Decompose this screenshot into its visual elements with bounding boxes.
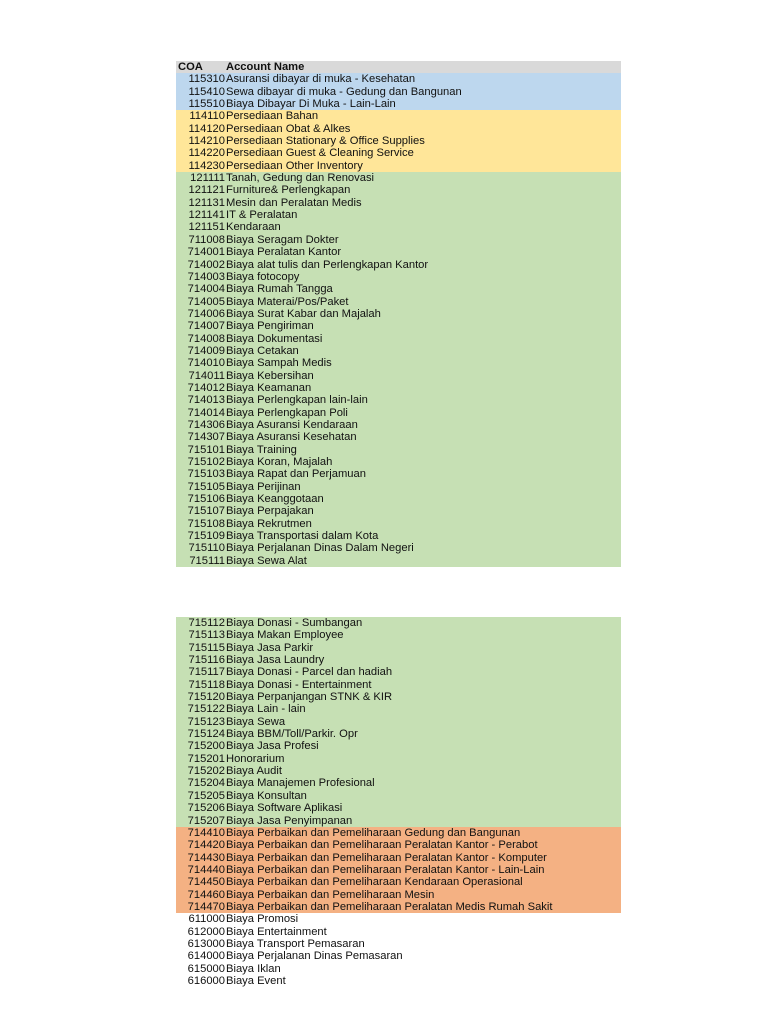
account-name-cell: Biaya Sampah Medis <box>226 357 332 370</box>
table-row <box>176 86 621 98</box>
coa-cell: 714005 <box>187 295 225 308</box>
account-name-cell: Biaya Perbaikan dan Pemeliharaan Kendaraan Operasional <box>226 876 523 889</box>
account-name-cell: Biaya Perpajakan <box>226 505 314 518</box>
coa-cell: 714440 <box>187 863 225 876</box>
table-row <box>176 394 621 406</box>
account-name-cell: Persediaan Obat & Alkes <box>226 122 351 135</box>
coa-cell: 715111 <box>189 554 225 567</box>
coa-cell: 714001 <box>187 246 225 259</box>
account-name-cell: Biaya Perbaikan dan Pemeliharaan Peralatan Kantor - Lain-Lain <box>226 863 545 876</box>
account-name-cell: Biaya Materai/Pos/Paket <box>226 295 349 308</box>
coa-cell: 714011 <box>188 369 225 382</box>
coa-cell: 121151 <box>188 221 225 234</box>
account-name-cell: Biaya Audit <box>226 765 282 778</box>
account-name-cell: Biaya Dibayar Di Muka - Lain-Lain <box>226 98 396 111</box>
account-name-cell: Biaya Promosi <box>226 913 299 926</box>
coa-cell: 715202 <box>187 765 225 778</box>
table-row <box>176 135 621 147</box>
table-row <box>176 703 621 715</box>
account-name-cell: Biaya Transportasi dalam Kota <box>226 530 379 543</box>
coa-cell: 714008 <box>187 332 225 345</box>
coa-cell: 714003 <box>187 270 225 283</box>
coa-cell: 115510 <box>188 98 225 111</box>
account-name-cell: Biaya Donasi - Sumbangan <box>226 617 363 629</box>
coa-cell: 715207 <box>187 814 225 827</box>
table-row <box>176 827 621 839</box>
account-name-cell: Biaya Software Aplikasi <box>226 802 343 815</box>
coa-cell: 711008 <box>188 233 225 246</box>
table-row <box>176 197 621 209</box>
table-row <box>176 73 621 85</box>
account-table-2 <box>176 617 621 987</box>
table-row <box>176 913 621 925</box>
table-row <box>176 147 621 159</box>
account-name-cell: Tanah, Gedung dan Renovasi <box>226 172 375 185</box>
table-row <box>176 296 621 308</box>
coa-cell: 114230 <box>188 159 225 172</box>
account-name-cell: Biaya Perlengkapan Poli <box>226 406 348 419</box>
table-row <box>176 802 621 814</box>
table-row <box>176 370 621 382</box>
table-row <box>176 963 621 975</box>
account-name-cell: Biaya Perjalanan Dinas Dalam Negeri <box>226 542 414 555</box>
account-name-column-header: Account Name <box>226 61 305 73</box>
account-name-cell: Persediaan Stationary & Office Supplies <box>226 135 425 148</box>
coa-cell: 715112 <box>188 617 225 629</box>
account-table-1 <box>176 61 621 567</box>
account-name-cell: Asuransi dibayar di muka - Kesehatan <box>226 73 416 86</box>
table-row <box>176 209 621 221</box>
account-name-cell: Biaya Jasa Parkir <box>226 641 314 654</box>
account-name-cell: Biaya Perbaikan dan Pemeliharaan Peralatan Medis Rumah Sakit <box>226 900 553 913</box>
table-row <box>176 876 621 888</box>
coa-cell: 715103 <box>187 468 225 481</box>
account-name-cell: Mesin dan Peralatan Medis <box>226 196 362 209</box>
table-row <box>176 468 621 480</box>
table-row <box>176 283 621 295</box>
account-name-cell: Biaya BBM/Toll/Parkir. Opr <box>226 728 358 741</box>
coa-cell: 114110 <box>189 110 225 123</box>
account-name-cell: Biaya Rumah Tangga <box>226 283 333 296</box>
table-row <box>176 320 621 332</box>
coa-cell: 715106 <box>187 493 225 506</box>
table-row <box>176 160 621 172</box>
account-name-cell: Biaya Perjalanan Dinas Pemasaran <box>226 950 403 963</box>
table-row <box>176 889 621 901</box>
coa-cell: 715101 <box>187 443 225 456</box>
account-name-cell: Biaya Asuransi Kendaraan <box>226 418 358 431</box>
coa-cell: 612000 <box>187 925 225 938</box>
coa-cell: 715115 <box>188 641 225 654</box>
table-row <box>176 950 621 962</box>
coa-cell: 615000 <box>187 962 225 975</box>
coa-cell: 614000 <box>187 950 225 963</box>
coa-cell: 714012 <box>187 381 225 394</box>
account-name-cell: Biaya Manajemen Profesional <box>226 777 375 790</box>
table-header-row <box>176 61 621 73</box>
coa-cell: 714014 <box>187 406 225 419</box>
table-row <box>176 333 621 345</box>
table-row <box>176 555 621 567</box>
coa-cell: 715108 <box>187 517 225 530</box>
coa-cell: 714006 <box>187 307 225 320</box>
table-row <box>176 617 621 629</box>
table-row <box>176 728 621 740</box>
coa-cell: 121131 <box>188 196 225 209</box>
coa-cell: 121111 <box>190 172 225 185</box>
coa-cell: 715206 <box>187 802 225 815</box>
account-name-cell: Kendaraan <box>226 221 281 234</box>
account-name-cell: Biaya Jasa Penyimpanan <box>226 814 353 827</box>
coa-cell: 714004 <box>187 283 225 296</box>
table-row <box>176 777 621 789</box>
coa-cell: 714010 <box>187 357 225 370</box>
coa-cell: 715201 <box>187 752 225 765</box>
table-row <box>176 234 621 246</box>
table-row <box>176 419 621 431</box>
table-row <box>176 493 621 505</box>
account-name-cell: Biaya Sewa Alat <box>226 554 307 567</box>
table-row <box>176 975 621 987</box>
table-row <box>176 271 621 283</box>
coa-cell: 613000 <box>187 937 225 950</box>
coa-cell: 715102 <box>187 456 225 468</box>
coa-cell: 715116 <box>188 654 225 667</box>
account-name-cell: Biaya Keamanan <box>226 381 312 394</box>
coa-cell: 611000 <box>188 913 225 926</box>
table-row <box>176 679 621 691</box>
account-name-cell: Furniture& Perlengkapan <box>226 184 351 197</box>
account-name-cell: Sewa dibayar di muka - Gedung dan Bangunan <box>226 85 462 98</box>
coa-cell: 714420 <box>187 839 225 852</box>
table-row <box>176 407 621 419</box>
table-row <box>176 505 621 517</box>
coa-cell: 715124 <box>187 728 225 741</box>
coa-cell: 714009 <box>187 344 225 357</box>
account-name-cell: Biaya Transport Pemasaran <box>226 937 365 950</box>
account-name-cell: Biaya Perijinan <box>226 480 301 493</box>
account-name-cell: Biaya Training <box>226 443 297 456</box>
account-name-cell: Biaya Konsultan <box>226 789 307 802</box>
coa-cell: 715123 <box>187 715 225 728</box>
account-name-cell: Biaya Peralatan Kantor <box>226 246 342 259</box>
coa-cell: 714002 <box>187 258 225 271</box>
table-row <box>176 740 621 752</box>
account-name-cell: Biaya Perlengkapan lain-lain <box>226 394 368 407</box>
coa-cell: 715120 <box>187 691 225 704</box>
coa-cell: 714306 <box>187 418 225 431</box>
coa-cell: 715122 <box>187 703 225 716</box>
table-row <box>176 444 621 456</box>
table-row <box>176 938 621 950</box>
table-row <box>176 431 621 443</box>
account-name-cell: Biaya Perpanjangan STNK & KIR <box>226 691 393 704</box>
coa-cell: 714307 <box>187 431 225 444</box>
coa-cell: 715105 <box>187 480 225 493</box>
coa-cell: 715204 <box>187 777 225 790</box>
table-row <box>176 716 621 728</box>
table-row <box>176 308 621 320</box>
account-name-cell: Biaya Perbaikan dan Pemeliharaan Gedung dan Bangunan <box>226 826 521 839</box>
account-name-cell: Biaya Entertainment <box>226 925 327 938</box>
table-row <box>176 345 621 357</box>
account-name-cell: Biaya fotocopy <box>226 270 300 283</box>
coa-cell: 714470 <box>187 900 225 913</box>
table-row <box>176 864 621 876</box>
table-row <box>176 753 621 765</box>
account-name-cell: Biaya Perbaikan dan Pemeliharaan Peralatan Kantor - Komputer <box>226 851 547 864</box>
coa-cell: 715109 <box>187 530 225 543</box>
table-row <box>176 98 621 110</box>
table-row <box>176 901 621 913</box>
coa-cell: 616000 <box>187 974 225 987</box>
table-row <box>176 110 621 122</box>
coa-cell: 715205 <box>187 789 225 802</box>
coa-cell: 714460 <box>187 888 225 901</box>
table-row <box>176 172 621 184</box>
account-name-cell: Biaya Kebersihan <box>226 369 314 382</box>
coa-cell: 715107 <box>187 505 225 518</box>
account-name-cell: Biaya Rapat dan Perjamuan <box>226 468 366 481</box>
account-name-cell: Biaya Cetakan <box>226 344 299 357</box>
coa-cell: 115410 <box>188 85 225 98</box>
account-name-cell: Biaya Perbaikan dan Pemeliharaan Peralatan Kantor - Perabot <box>226 839 538 852</box>
table-row <box>176 518 621 530</box>
coa-cell: 121141 <box>188 209 225 222</box>
account-name-cell: Biaya Koran, Majalah <box>226 456 333 468</box>
account-name-cell: Biaya Event <box>226 974 286 987</box>
table-row <box>176 481 621 493</box>
account-name-cell: Biaya Makan Employee <box>226 629 344 642</box>
table-row <box>176 691 621 703</box>
table-row <box>176 456 621 468</box>
account-name-cell: Persediaan Bahan <box>226 110 319 123</box>
table-row <box>176 839 621 851</box>
table-row <box>176 123 621 135</box>
table-row <box>176 530 621 542</box>
account-name-cell: Biaya Rekrutmen <box>226 517 312 530</box>
table-row <box>176 765 621 777</box>
table-row <box>176 654 621 666</box>
account-name-cell: Biaya Iklan <box>226 962 281 975</box>
account-name-cell: Biaya alat tulis dan Perlengkapan Kantor <box>226 258 429 271</box>
account-name-cell: Biaya Perbaikan dan Pemeliharaan Mesin <box>226 888 435 901</box>
account-name-cell: Biaya Dokumentasi <box>226 332 323 345</box>
account-name-cell: Biaya Lain - lain <box>226 703 306 716</box>
account-name-cell: Biaya Jasa Laundry <box>226 654 325 667</box>
table-row <box>176 184 621 196</box>
table-row <box>176 629 621 641</box>
coa-cell: 714007 <box>187 320 225 333</box>
account-name-cell: Biaya Pengiriman <box>226 320 314 333</box>
table-row <box>176 815 621 827</box>
table-row <box>176 852 621 864</box>
account-name-cell: Biaya Keanggotaan <box>226 493 324 506</box>
coa-cell: 114120 <box>188 122 225 135</box>
table-row <box>176 542 621 554</box>
coa-cell: 714410 <box>187 826 225 839</box>
table-row <box>176 790 621 802</box>
table-row <box>176 221 621 233</box>
coa-cell: 715113 <box>188 629 225 642</box>
table-row <box>176 259 621 271</box>
coa-cell: 714013 <box>187 394 225 407</box>
table-row <box>176 926 621 938</box>
account-name-cell: Biaya Asuransi Kesehatan <box>226 431 357 444</box>
coa-cell: 715110 <box>188 542 225 555</box>
table-row <box>176 246 621 258</box>
account-name-cell: Biaya Surat Kabar dan Majalah <box>226 307 381 320</box>
table-row <box>176 666 621 678</box>
coa-cell: 114210 <box>188 135 225 148</box>
coa-cell: 121121 <box>188 184 225 197</box>
coa-cell: 715200 <box>187 740 225 753</box>
coa-cell: 715117 <box>188 666 225 679</box>
account-name-cell: Honorarium <box>226 752 285 765</box>
account-name-cell: IT & Peralatan <box>226 209 298 222</box>
coa-column-header: COA <box>178 61 203 73</box>
table-row <box>176 382 621 394</box>
coa-cell: 715118 <box>188 678 225 691</box>
account-name-cell: Biaya Seragam Dokter <box>226 233 339 246</box>
table-row <box>176 642 621 654</box>
account-name-cell: Persediaan Other Inventory <box>226 159 363 172</box>
table-row <box>176 357 621 369</box>
coa-cell: 714450 <box>187 876 225 889</box>
account-name-cell: Biaya Donasi - Parcel dan hadiah <box>226 666 393 679</box>
account-name-cell: Persediaan Guest & Cleaning Service <box>226 147 414 160</box>
coa-cell: 114220 <box>188 147 225 160</box>
account-name-cell: Biaya Jasa Profesi <box>226 740 319 753</box>
coa-cell: 714430 <box>187 851 225 864</box>
account-name-cell: Biaya Sewa <box>226 715 286 728</box>
coa-cell: 115310 <box>188 73 225 86</box>
account-name-cell: Biaya Donasi - Entertainment <box>226 678 372 691</box>
